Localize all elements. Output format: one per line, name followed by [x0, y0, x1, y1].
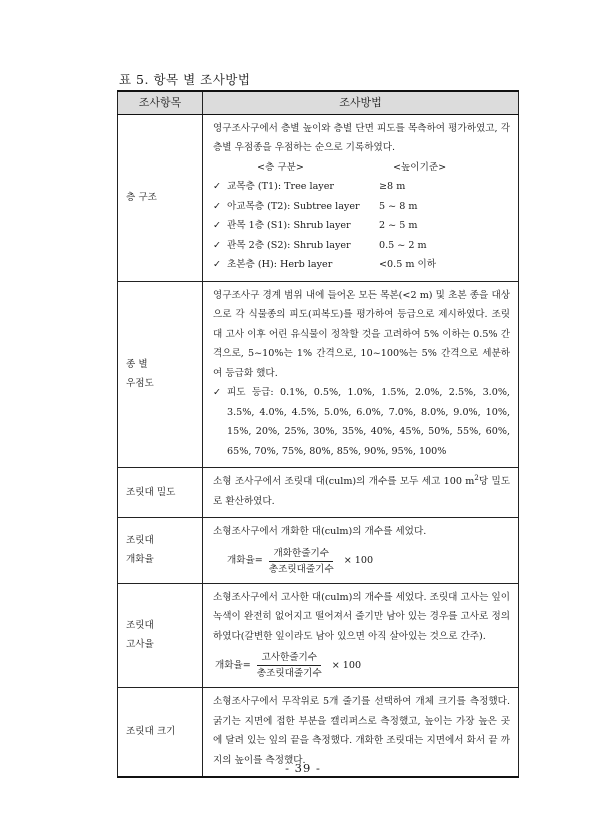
formula-fraction [265, 546, 338, 577]
formula-label: 개화율= [215, 659, 251, 671]
item-flowering [118, 518, 203, 584]
survey-method-table [117, 90, 519, 778]
mortality-formula [213, 650, 510, 681]
layer-name: 관목 2층 (S2): Shrub layer [227, 239, 351, 251]
table-caption: 표 5. 항목 별 조사방법 [119, 72, 251, 87]
method-layer [203, 114, 519, 281]
check-icon: ✓ [213, 387, 222, 398]
layer-height: 2 ~ 5 m [379, 220, 418, 231]
list-item [213, 216, 510, 236]
item-mortality-line1: 조릿대 [126, 619, 154, 631]
check-icon: ✓ [213, 239, 222, 251]
item-flowering-line1: 조릿대 [126, 534, 154, 546]
method-flowering [203, 518, 519, 584]
item-flowering-line2: 개화율 [126, 554, 154, 566]
layer-height: ≥8 m [379, 181, 406, 192]
check-icon: ✓ [213, 259, 222, 270]
formula-multiplier: × 100 [343, 555, 374, 567]
formula-label: 개화율= [227, 555, 263, 567]
flowering-formula [213, 546, 510, 577]
table-row [118, 583, 519, 688]
check-icon: ✓ [213, 200, 222, 212]
formula-denominator: 총조릿대줄기수 [268, 563, 334, 575]
header-item: 조사항목 [118, 91, 203, 114]
formula-numerator: 고사한줄기수 [257, 650, 321, 666]
flowering-text: 소형조사구에서 개화한 대(culm)의 개수를 세었다. [213, 526, 427, 537]
method-mortality [203, 583, 519, 688]
layer-name: 관목 1층 (S1): Shrub layer [227, 220, 351, 231]
layer-head-b: <높이기준> [393, 161, 447, 173]
page-number: - 39 - [285, 761, 321, 775]
item-mortality [118, 583, 203, 688]
mortality-text: 소형조사구에서 고사한 대(culm)의 개수를 세었다. 조릿대 고사는 잎이 녹색이 완전히 없어지고 떨어져서 줄기만 남아 있는 경우를 고사로 정의하였다(갈변한 잎이라도 남아 있으면 아직 살아있는 것으로 간주). [213, 591, 510, 642]
item-mortality-line2: 고사율 [126, 639, 154, 651]
item-dominance [118, 281, 203, 468]
density-sup: 2 [474, 473, 479, 482]
check-icon: ✓ [213, 181, 222, 192]
item-layer: 층 구조 [118, 114, 203, 281]
item-dominance-line1: 종 별 [126, 358, 148, 370]
check-icon: ✓ [213, 220, 222, 231]
formula-multiplier: × 100 [331, 659, 362, 671]
list-item [213, 197, 510, 217]
method-density [203, 468, 519, 518]
layer-name: 아교목층 (T2): Subtree layer [227, 200, 360, 212]
header-method: 조사방법 [203, 91, 519, 114]
layer-head-a: <층 구분> [257, 161, 304, 173]
dominance-text: 영구조사구 경계 범위 내에 들어온 모든 목본(<2 m) 및 초본 종을 대상으로 각 식물종의 피도(피복도)를 평가하여 등급으로 제시하였다. 조릿대 고사 이후 어린 유식물이 정착할 것을 고려하여 5% 이하는 0.5% 간격으로, 5~10%는 1% 간격으로, 10~100%는 5% 간격으로 세분하여 등급화 했다. [213, 289, 510, 379]
dominance-grades: 피도 등급: 0.1%, 0.5%, 1.0%, 1.5%, 2.0%, 2.5%, 3.0%, 3.5%, 4.0%, 4.5%, 5.0%, 6.0%, 7.0%, 8.0%, 9.0%, 10%, 15%, 20%, 25%, 30%, 35%, 40%, 45%, 50%, 55%, 60%, 65%, 70%, 75%, 80%, 85%, 90%, 95%, 100% [227, 387, 510, 457]
density-text-a: 소형 조사구에서 조릿대 대(culm)의 개수를 모두 세고 100 m [213, 476, 475, 487]
list-item [213, 383, 510, 461]
layer-name: 초본층 (H): Herb layer [227, 259, 333, 270]
table-header-row [118, 91, 519, 114]
method-dominance [203, 281, 519, 468]
list-item [213, 255, 510, 275]
table-row [118, 518, 519, 584]
table-row [118, 281, 519, 468]
density-text-b: 당 밀도로 환산하였다. [213, 476, 510, 507]
layer-intro: 영구조사구에서 층별 높이와 층별 단면 피도를 목측하여 평가하였고, 각 층별 우점종을 우점하는 순으로 기록하였다. [213, 122, 510, 153]
layer-height: <0.5 m 이하 [379, 259, 437, 270]
item-size: 조릿대 크기 [118, 688, 203, 778]
item-density: 조릿대 밀도 [118, 468, 203, 518]
method-size: 소형조사구에서 무작위로 5개 줄기를 선택하여 개체 크기를 측정했다. 굵기는 지면에 접한 부분을 캘리퍼스로 측정했고, 높이는 가장 높은 곳에 달려 있는 잎의 끝을 측정했다. 개화한 조릿대는 지면에서 화서 끝 까지의 높이를 측정했다. [203, 688, 519, 778]
layer-height: 0.5 ~ 2 m [379, 239, 427, 251]
formula-fraction [253, 650, 326, 681]
table-row [118, 468, 519, 518]
table-row [118, 114, 519, 281]
formula-denominator: 총조릿대줄기수 [256, 668, 322, 679]
list-item [213, 236, 510, 256]
layer-name: 교목층 (T1): Tree layer [227, 181, 334, 192]
item-dominance-line2: 우점도 [126, 378, 154, 390]
layer-col-heads [213, 158, 510, 178]
layer-height: 5 ~ 8 m [379, 200, 418, 212]
formula-numerator: 개화한줄기수 [269, 546, 333, 562]
list-item [213, 177, 510, 197]
